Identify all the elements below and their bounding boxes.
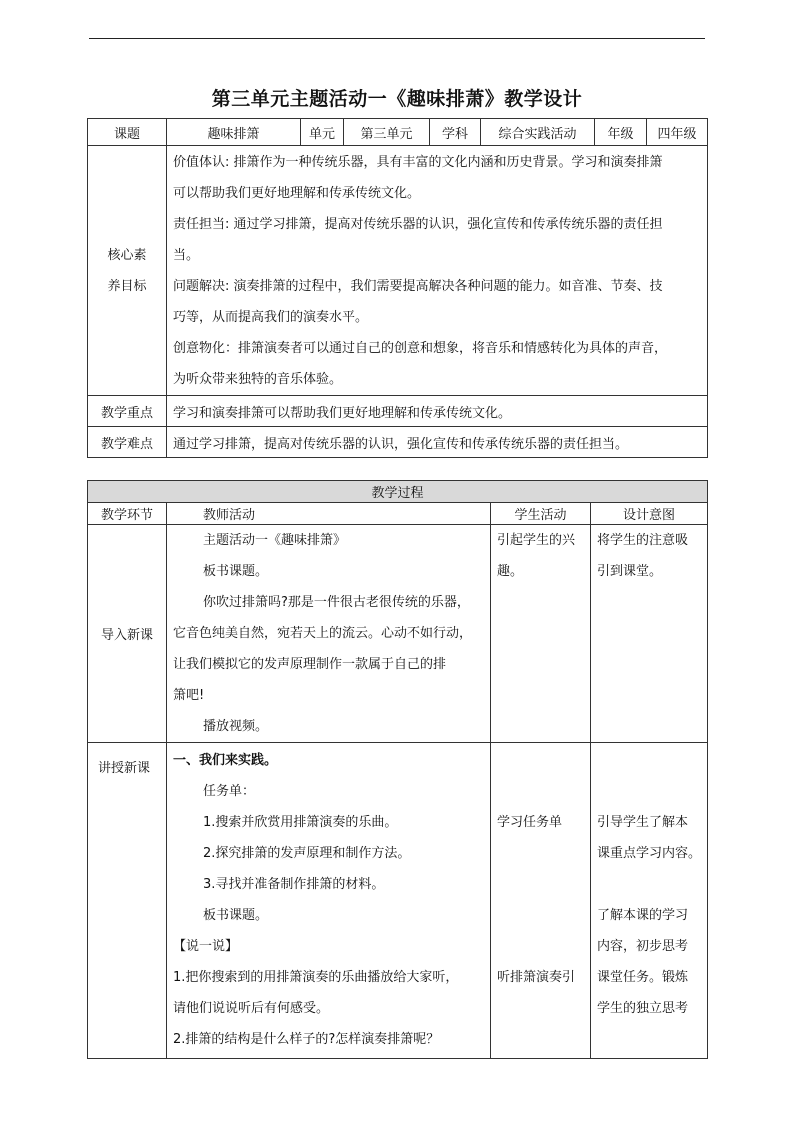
talk-line: 请他们说说听后有何感受。 [173, 1001, 330, 1016]
new-stage: 讲授新课 [88, 743, 167, 1059]
talk-line: 1.把你搜索到的用排箫演奏的乐曲播放给大家听， [173, 970, 459, 985]
new-teacher [167, 743, 491, 1059]
key-point-value: 学习和演奏排箫可以帮助我们更好地理解和传承传统文化。 [167, 396, 708, 427]
section-heading: 一、我们来实践。 [173, 753, 278, 768]
core-line: 可以帮助我们更好地理解和传承传统文化。 [173, 185, 421, 201]
board-note: 板书课题。 [203, 908, 269, 923]
document-title: 第三单元主题活动一《趣味排萧》教学设计 [211, 88, 583, 110]
core-goals-content [167, 146, 708, 396]
core-line: 为听众带来独特的音乐体验。 [173, 371, 343, 387]
unit-label: 单元 [301, 119, 344, 146]
teacher-line: 播放视频。 [203, 719, 269, 734]
student-listen: 听排箫演奏引 [497, 970, 576, 985]
col-intent: 设计意图 [591, 503, 708, 525]
core-goals-label: 核心素 养目标 [88, 146, 167, 396]
course-label: 课题 [88, 119, 167, 146]
talk-line: 2.排箫的结构是什么样子的?怎样演奏排箫呢？ [173, 1032, 440, 1047]
task-item: 2.探究排箫的发声原理和制作方法。 [203, 846, 411, 861]
course-value: 趣味排箫 [167, 119, 301, 146]
intro-student: 引起学生的兴 趣。 [491, 525, 591, 743]
task-item: 1.搜索并欣赏用排箫演奏的乐曲。 [203, 815, 398, 830]
teacher-line: 它音色纯美自然，宛若天上的流云。心动不如行动， [173, 626, 473, 641]
teacher-line: 主题活动一《趣味排箫》 [203, 533, 347, 548]
teacher-line: 让我们模拟它的发声原理制作一款属于自己的排 [173, 657, 447, 672]
col-student: 学生活动 [491, 503, 591, 525]
teacher-line: 箫吧! [173, 688, 205, 703]
difficulty-label: 教学难点 [88, 427, 167, 458]
intro-stage: 导入新课 [88, 525, 167, 743]
student-task: 学习任务单 [497, 815, 563, 830]
talk-heading: 【说一说】 [173, 939, 239, 954]
grade-value: 四年级 [647, 119, 708, 146]
subject-label: 学科 [430, 119, 481, 146]
col-stage: 教学环节 [88, 503, 167, 525]
header-rule [89, 38, 705, 39]
subject-value: 综合实践活动 [481, 119, 595, 146]
task-title: 任务单： [203, 784, 256, 799]
task-item: 3.寻找并准备制作排箫的材料。 [203, 877, 385, 892]
unit-value: 第三单元 [344, 119, 430, 146]
new-intent: 引导学生了解本 课重点学习内容。 了解本课的学习 内容，初步思考 课堂任务。锻炼 学生的独立思考 [591, 743, 708, 1059]
process-table [87, 480, 708, 1059]
intro-intent: 将学生的注意吸 引到课堂。 [591, 525, 708, 743]
core-line: 问题解决: 演奏排箫的过程中，我们需要提高解决各种问题的能力。如音准、节奏、技 [173, 278, 663, 294]
col-teacher: 教师活动 [167, 503, 491, 525]
info-table [87, 118, 708, 458]
intro-teacher [167, 525, 491, 743]
teacher-line: 板书课题。 [203, 564, 269, 579]
core-line: 巧等，从而提高我们的演奏水平。 [173, 309, 369, 325]
core-line: 责任担当: 通过学习排箫，提高对传统乐器的认识，强化宣传和传承传统乐器的责任担 [173, 216, 663, 232]
core-line: 当。 [173, 247, 200, 263]
grade-label: 年级 [595, 119, 647, 146]
teacher-line: 你吹过排箫吗?那是一件很古老很传统的乐器， [203, 595, 470, 610]
key-point-label: 教学重点 [88, 396, 167, 427]
new-student [491, 743, 591, 1059]
difficulty-value: 通过学习排箫，提高对传统乐器的认识，强化宣传和传承传统乐器的责任担当。 [167, 427, 708, 458]
process-header: 教学过程 [88, 481, 708, 503]
core-line: 价值体认: 排箫作为一种传统乐器，具有丰富的文化内涵和历史背景。学习和演奏排箫 [173, 154, 663, 170]
core-line: 创意物化：排箫演奏者可以通过自己的创意和想象，将音乐和情感转化为具体的声音， [173, 340, 668, 356]
